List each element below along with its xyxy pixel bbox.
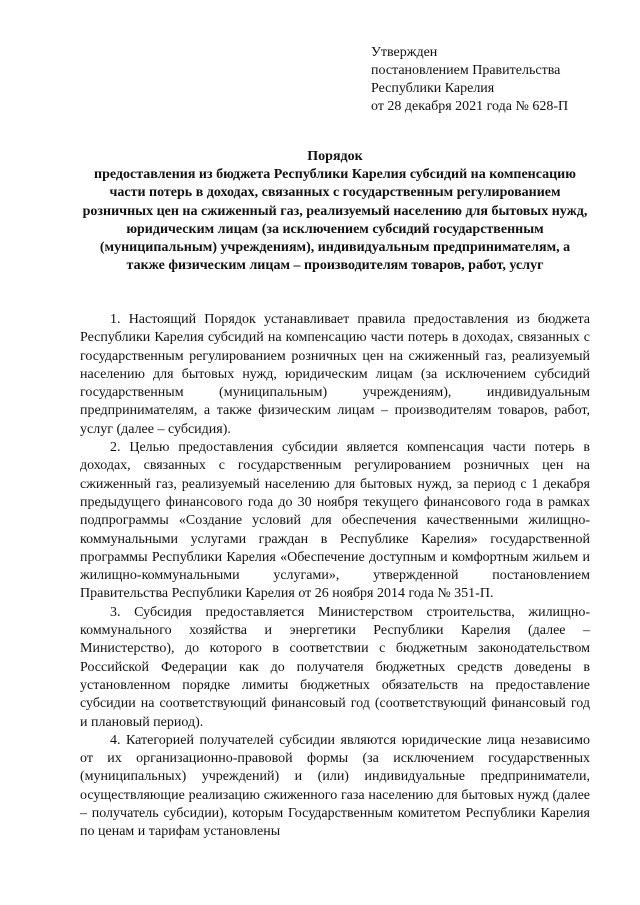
paragraph-1: 1. Настоящий Порядок устанавливает правила предоставления из бюджета Республики Карелия субсидий на компенсацию части потерь в доходах, связанных с государственным регулированием розничных цен на сжиженный газ, реализуемый населению для бытовых нужд, юридическим лицам (за исключением субсидий государственным (муниципальным) учреждениям), индивидуальным предпринимателям, а также физическим лицам – производителям товаров, работ, услуг (далее – субсидия). (80, 312, 590, 437)
document-body (80, 311, 590, 842)
title-subtitle: предоставления из бюджета Республики Карелия субсидий на компенсацию части потерь в доходах, связанных с государственным регулированием розничных цен на сжиженный газ, реализуемый населению для бытовых нужд, юридическим лицам (за исключением субсидий государственным (муниципальным) учреждениям), индивидуальным предпринимателям, а также физическим лицам – производителям товаров, работ, услуг (82, 167, 588, 274)
approval-line: Республики Карелия (371, 81, 495, 96)
paragraph-2: 2. Целью предоставления субсидии является компенсация части потерь в доходах, связанных с государственным регулированием розничных цен на сжиженный газ, реализуемый населению для бытовых нужд, за период с 1 декабря предыдущего финансового года до 30 ноября текущего финансового года в рамках подпрограммы «Создание условий для обеспечения качественными жилищно-коммунальными услугами граждан в Республике Карелия» государственной программы Республики Карелия «Обеспечение доступным и комфортным жильем и жилищно-коммунальными услугами», утвержденной постановлением Правительства Республики Карелия от 26 ноября 2014 года № 351-П. (80, 440, 590, 602)
paragraph-3: 3. Субсидия предоставляется Министерством строительства, жилищно-коммунального хозяйства и энергетики Республики Карелия (далее – Министерство), до которого в соответствии с бюджетным законодательством Российской Федерации как до получателя бюджетных средств доведены в установленном порядке лимиты бюджетных обязательств на предоставление субсидии на соответствующий финансовый год (соответствующий финансовый год и плановый период). (80, 604, 590, 730)
approval-line: постановлением Правительства (371, 63, 561, 78)
title-heading: Порядок (307, 149, 363, 164)
approval-block (371, 44, 568, 116)
paragraph-4: 4. Категорией получателей субсидии являются юридические лица независимо от их организационно-правовой формы (за исключением государственных (муниципальных) учреждений) и (или) индивидуальные предприниматели, осуществляющие реализацию сжиженного газа населению для бытовых нужд (далее – получатель субсидии), которым Государственным комитетом Республики Карелия по ценам и тарифам установлены (80, 732, 590, 840)
approval-date-line: от 28 декабря 2021 года № 628-П (371, 99, 569, 114)
document-title (80, 148, 590, 275)
approval-line: Утвержден (371, 45, 438, 60)
